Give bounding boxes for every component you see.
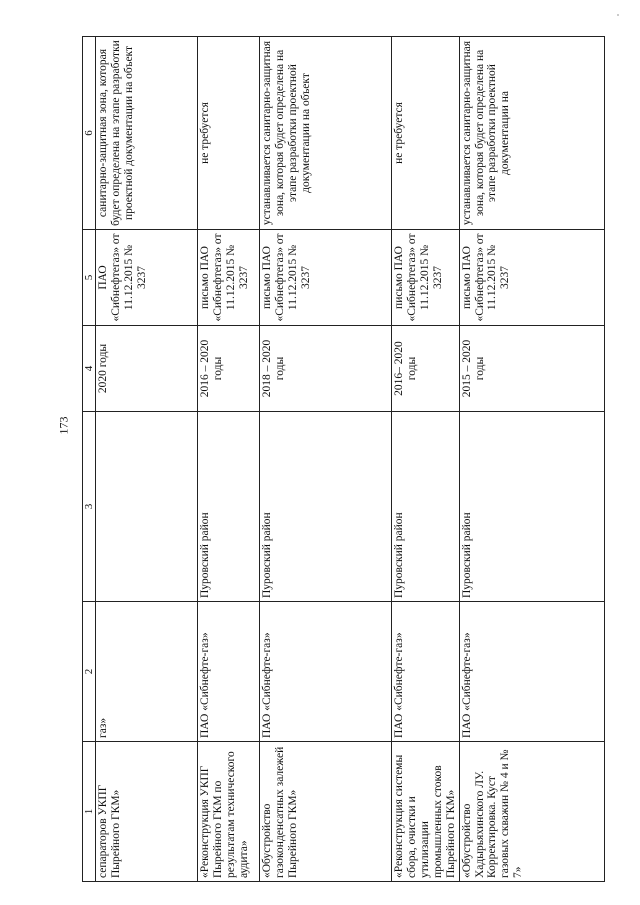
- column-number-5: 5: [83, 230, 96, 326]
- object-name-cell: «Реконструкция системы сбора, очистки и утилизации промышленных стоков Пырейного ГКМ»: [392, 742, 459, 882]
- district-cell: [96, 412, 198, 602]
- customer-cell: ПАО «Сибнефте-газ»: [459, 602, 604, 742]
- object-name-cell: «Реконструкция УКПГ Пырейного ГКМ по результатам технического аудита»: [198, 742, 260, 882]
- table-row: [198, 37, 260, 882]
- district-cell: Пуровский район: [459, 412, 604, 602]
- period-cell: 2015 – 2020 годы: [459, 326, 604, 412]
- zone-cell: не требуется: [198, 37, 260, 230]
- table-header: [83, 37, 96, 882]
- customer-cell: ПАО «Сибнефте-газ»: [392, 602, 459, 742]
- source-cell: ПАО «Сибнефтегаз» от 11.12.2015 № 3237: [96, 230, 198, 326]
- zone-cell: не требуется: [392, 37, 459, 230]
- page-number: 173: [56, 416, 71, 435]
- district-cell: Пуровский район: [392, 412, 459, 602]
- customer-cell: газ»: [96, 602, 198, 742]
- period-cell: 2016 – 2020 годы: [198, 326, 260, 412]
- table-row: [96, 37, 198, 882]
- period-cell: 2020 годы: [96, 326, 198, 412]
- table-container: [82, 37, 599, 882]
- column-number-3: 3: [83, 412, 96, 602]
- table-row: [260, 37, 392, 882]
- column-number-4: 4: [83, 326, 96, 412]
- column-number-1: 1: [83, 742, 96, 882]
- zone-cell: устанавливается санитарно-защитная зона, которая будет определена на этапе разработки проектной документации на: [459, 37, 604, 230]
- object-name-cell: «Обустройство Хадырьяхинского ЛУ. Корректировка. Куст газовых скважин № 4 и № 7»: [459, 742, 604, 882]
- district-cell: Пуровский район: [198, 412, 260, 602]
- table-row: [459, 37, 604, 882]
- column-number-2: 2: [83, 602, 96, 742]
- period-cell: 2016– 2020 годы: [392, 326, 459, 412]
- table-row: [392, 37, 459, 882]
- column-number-6: 6: [83, 37, 96, 230]
- customer-cell: ПАО «Сибнефте-газ»: [198, 602, 260, 742]
- customer-cell: ПАО «Сибнефте-газ»: [260, 602, 392, 742]
- object-name-cell: «Обустройство газоконденсатных залежей Пырейного ГКМ»: [260, 742, 392, 882]
- header-row: [83, 37, 96, 882]
- source-cell: письмо ПАО «Сибнефтегаз» от 11.12.2015 № 3237: [198, 230, 260, 326]
- district-cell: Пуровский район: [260, 412, 392, 602]
- zone-cell: устанавливается санитарно-защитная зона, которая будет определена на этапе разработки проектной документации на объект: [260, 37, 392, 230]
- scan-speck: [617, 14, 619, 16]
- source-cell: письмо ПАО «Сибнефтегаз» от 11.12.2015 № 3237: [392, 230, 459, 326]
- object-name-cell: сепараторов УКПГ Пырейного ГКМ»: [96, 742, 198, 882]
- objects-table: [82, 36, 605, 882]
- source-cell: письмо ПАО «Сибнефтегаз» от 11.12.2015 № 3237: [260, 230, 392, 326]
- table-body: [96, 37, 604, 882]
- period-cell: 2018 – 2020 годы: [260, 326, 392, 412]
- zone-cell: санитарно-защитная зона, которая будет определена на этапе разработки проектной документации на объект: [96, 37, 198, 230]
- source-cell: письмо ПАО «Сибнефтегаз» от 11.12.2015 № 3237: [459, 230, 604, 326]
